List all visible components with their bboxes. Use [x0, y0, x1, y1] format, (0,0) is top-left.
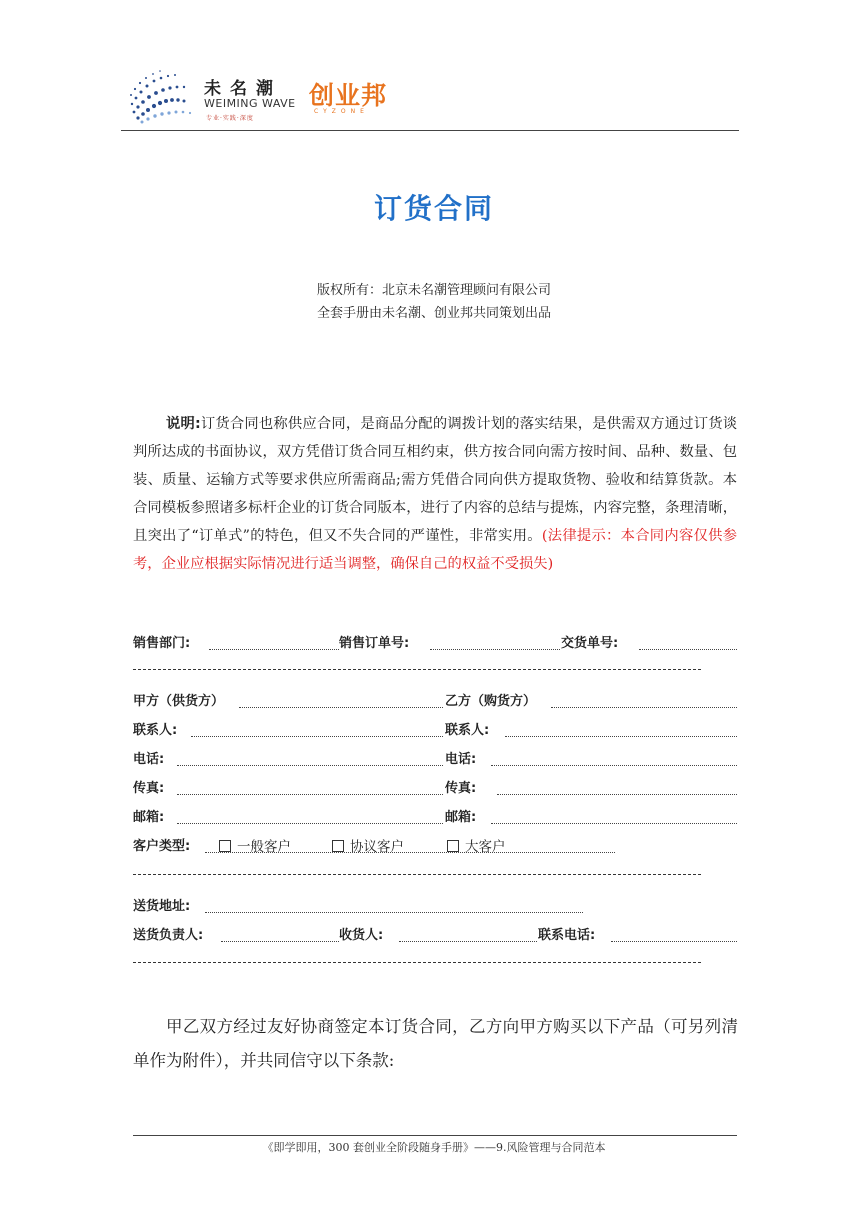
header-divider: [121, 130, 739, 131]
contact-b-label: 联系人:: [445, 723, 490, 738]
checkbox-icon[interactable]: [332, 840, 344, 852]
contact-a-field[interactable]: [191, 736, 443, 737]
party-b-label: 乙方（购货方）: [445, 694, 537, 709]
footer-divider: [133, 1135, 737, 1136]
delivery-contact-row: [133, 926, 737, 946]
party-b-field[interactable]: [551, 707, 737, 708]
delivery-person-field[interactable]: [221, 941, 339, 942]
checkbox-icon[interactable]: [219, 840, 231, 852]
delivery-address-field[interactable]: [205, 912, 583, 913]
legal-note: (法律提示：本合同内容仅供参考，企业应根据实际情况进行适当调整，确保自己的权益不受损失): [133, 528, 738, 572]
delivery-order-no-label: 交货单号:: [561, 636, 619, 651]
section-divider: [133, 669, 701, 670]
page-footer: 《即学即用，300 套创业全阶段随身手册》——9.风险管理与合同范本: [262, 1141, 606, 1154]
email-row: [133, 808, 737, 828]
credits-line: 全套手册由未名潮、创业邦共同策划出品: [316, 306, 551, 321]
delivery-person-label: 送货负责人:: [133, 928, 204, 943]
phone-b-label: 电话:: [445, 752, 477, 767]
fax-a-field[interactable]: [177, 794, 443, 795]
weiming-brand-name: 未名潮: [204, 79, 282, 99]
order-info-row: [133, 634, 737, 654]
delivery-order-no-field[interactable]: [639, 649, 737, 650]
party-a-label: 甲方（供货方）: [133, 694, 225, 709]
weiming-brand-english: WEIMING WAVE: [204, 97, 296, 110]
sales-dept-field[interactable]: [209, 649, 339, 650]
fax-b-field[interactable]: [497, 794, 737, 795]
phone-b-field[interactable]: [491, 765, 737, 766]
email-a-label: 邮箱:: [133, 810, 165, 825]
party-row: [133, 692, 737, 712]
contact-a-label: 联系人:: [133, 723, 178, 738]
phone-a-label: 电话:: [133, 752, 165, 767]
customer-type-label: 客户类型:: [133, 839, 191, 854]
contact-phone-label: 联系电话:: [538, 928, 596, 943]
header-logos: [128, 68, 428, 128]
delivery-address-row: [133, 897, 737, 917]
checkbox-icon[interactable]: [447, 840, 459, 852]
contact-b-field[interactable]: [505, 736, 737, 737]
email-b-field[interactable]: [491, 823, 737, 824]
email-a-field[interactable]: [177, 823, 443, 824]
party-a-field[interactable]: [239, 707, 443, 708]
receiver-field[interactable]: [399, 941, 537, 942]
cyzone-brand-name: 创业邦: [309, 81, 388, 110]
email-b-label: 邮箱:: [445, 810, 477, 825]
delivery-address-label: 送货地址:: [133, 899, 191, 914]
receiver-label: 收货人:: [339, 928, 384, 943]
weiming-wave-logo-icon: [128, 68, 198, 126]
description-lead: 说明:: [166, 416, 201, 432]
customer-option-major[interactable]: 大客户: [447, 837, 506, 857]
fax-a-label: 传真:: [133, 781, 165, 796]
section-divider: [133, 874, 701, 875]
contact-phone-field[interactable]: [611, 941, 737, 942]
copyright-line: 版权所有：北京未名潮管理顾问有限公司: [316, 283, 551, 298]
section-divider: [133, 962, 701, 963]
weiming-tagline: 专业·实践·深度: [206, 115, 254, 122]
sales-dept-label: 销售部门:: [133, 636, 191, 651]
description-paragraph: [133, 410, 737, 578]
contract-preamble: 甲乙双方经过友好协商签定本订货合同，乙方向甲方购买以下产品（可另列清单作为附件），并共同信守以下条款:: [133, 1017, 738, 1070]
contact-row: [133, 721, 737, 741]
phone-row: [133, 750, 737, 770]
customer-option-agreement[interactable]: 协议客户: [332, 837, 404, 857]
fax-row: [133, 779, 737, 799]
sales-order-no-field[interactable]: [430, 649, 560, 650]
customer-type-row: [133, 837, 737, 857]
customer-option-general[interactable]: 一般客户: [219, 837, 291, 857]
cyzone-brand-english: CYZONE: [314, 108, 369, 115]
page-title: 订货合同: [373, 192, 494, 225]
description-text: 订货合同也称供应合同，是商品分配的调拨计划的落实结果，是供需双方通过订货谈判所达成的书面协议，双方凭借订货合同互相约束，供方按合同向需方按时间、品种、数量、包装、质量、运输方式等要求供应所需商品;需方凭借合同向供方提取货物、验收和结算货款。本合同模板参照诸多标杆企业的订货合同版本，进行了内容的总结与提炼，内容完整，条理清晰，且突出了“订单式”的特色，但又不失合同的严谨性，非常实用。: [133, 416, 738, 544]
sales-order-no-label: 销售订单号:: [339, 636, 410, 651]
fax-b-label: 传真:: [445, 781, 477, 796]
phone-a-field[interactable]: [177, 765, 443, 766]
